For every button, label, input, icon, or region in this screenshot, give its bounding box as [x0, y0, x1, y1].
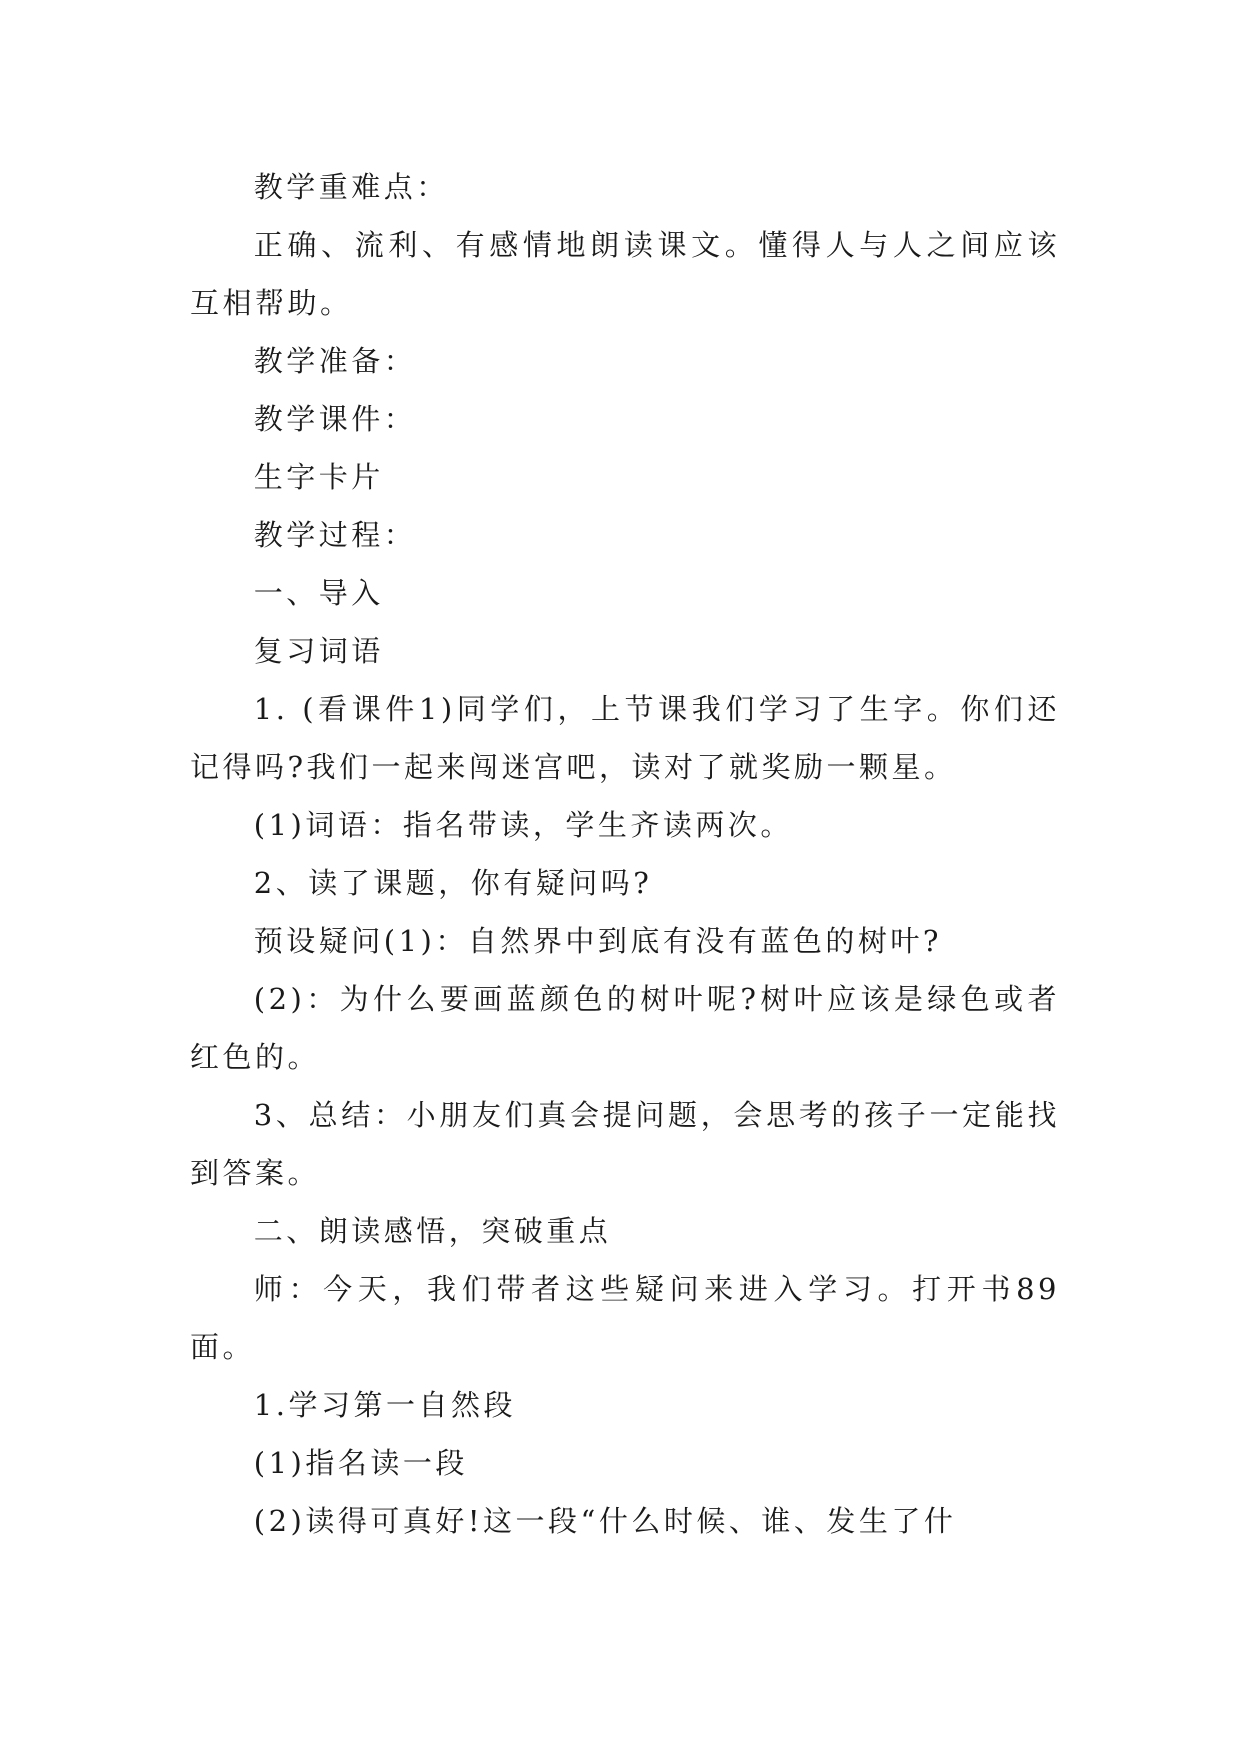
paragraph-step-2: 2、读了课题，你有疑问吗? — [253, 866, 653, 900]
heading-preparation: 教学准备： — [253, 344, 417, 378]
heading-key-points: 教学重难点： — [253, 170, 449, 204]
paragraph-word-cards: 生字卡片 — [253, 460, 384, 494]
paragraph-step-1-1: (1)词语：指名带读，学生齐读两次。 — [253, 808, 793, 842]
section-reading: 二、朗读感悟，突破重点 — [253, 1214, 612, 1248]
paragraph-question-2: (2)：为什么要画蓝颜色的树叶呢?树叶应该是绿色或者红色的。 — [190, 982, 1060, 1074]
paragraph-teacher: 师：今天，我们带者这些疑问来进入学习。打开书89面。 — [190, 1272, 1060, 1364]
paragraph-review-words: 复习词语 — [253, 634, 384, 668]
paragraph-courseware: 教学课件： — [253, 402, 417, 436]
heading-process: 教学过程： — [253, 518, 417, 552]
document-body — [190, 158, 1060, 1550]
paragraph-study-first: 1.学习第一自然段 — [253, 1388, 516, 1422]
paragraph-question-1: 预设疑问(1)：自然界中到底有没有蓝色的树叶? — [253, 924, 942, 958]
paragraph-step-1: 1. (看课件1)同学们，上节课我们学习了生字。你们还记得吗?我们一起来闯迷宫吧，读对了就奖励一颗星。 — [190, 692, 1060, 784]
paragraph-praise: (2)读得可真好!这一段“什么时候、谁、发生了什 — [253, 1504, 957, 1538]
paragraph-key-points: 正确、流利、有感情地朗读课文。懂得人与人之间应该互相帮助。 — [190, 228, 1060, 320]
paragraph-read-one: (1)指名读一段 — [253, 1446, 468, 1480]
paragraph-step-3: 3、总结：小朋友们真会提问题，会思考的孩子一定能找到答案。 — [190, 1098, 1060, 1190]
section-introduction: 一、导入 — [253, 576, 384, 610]
